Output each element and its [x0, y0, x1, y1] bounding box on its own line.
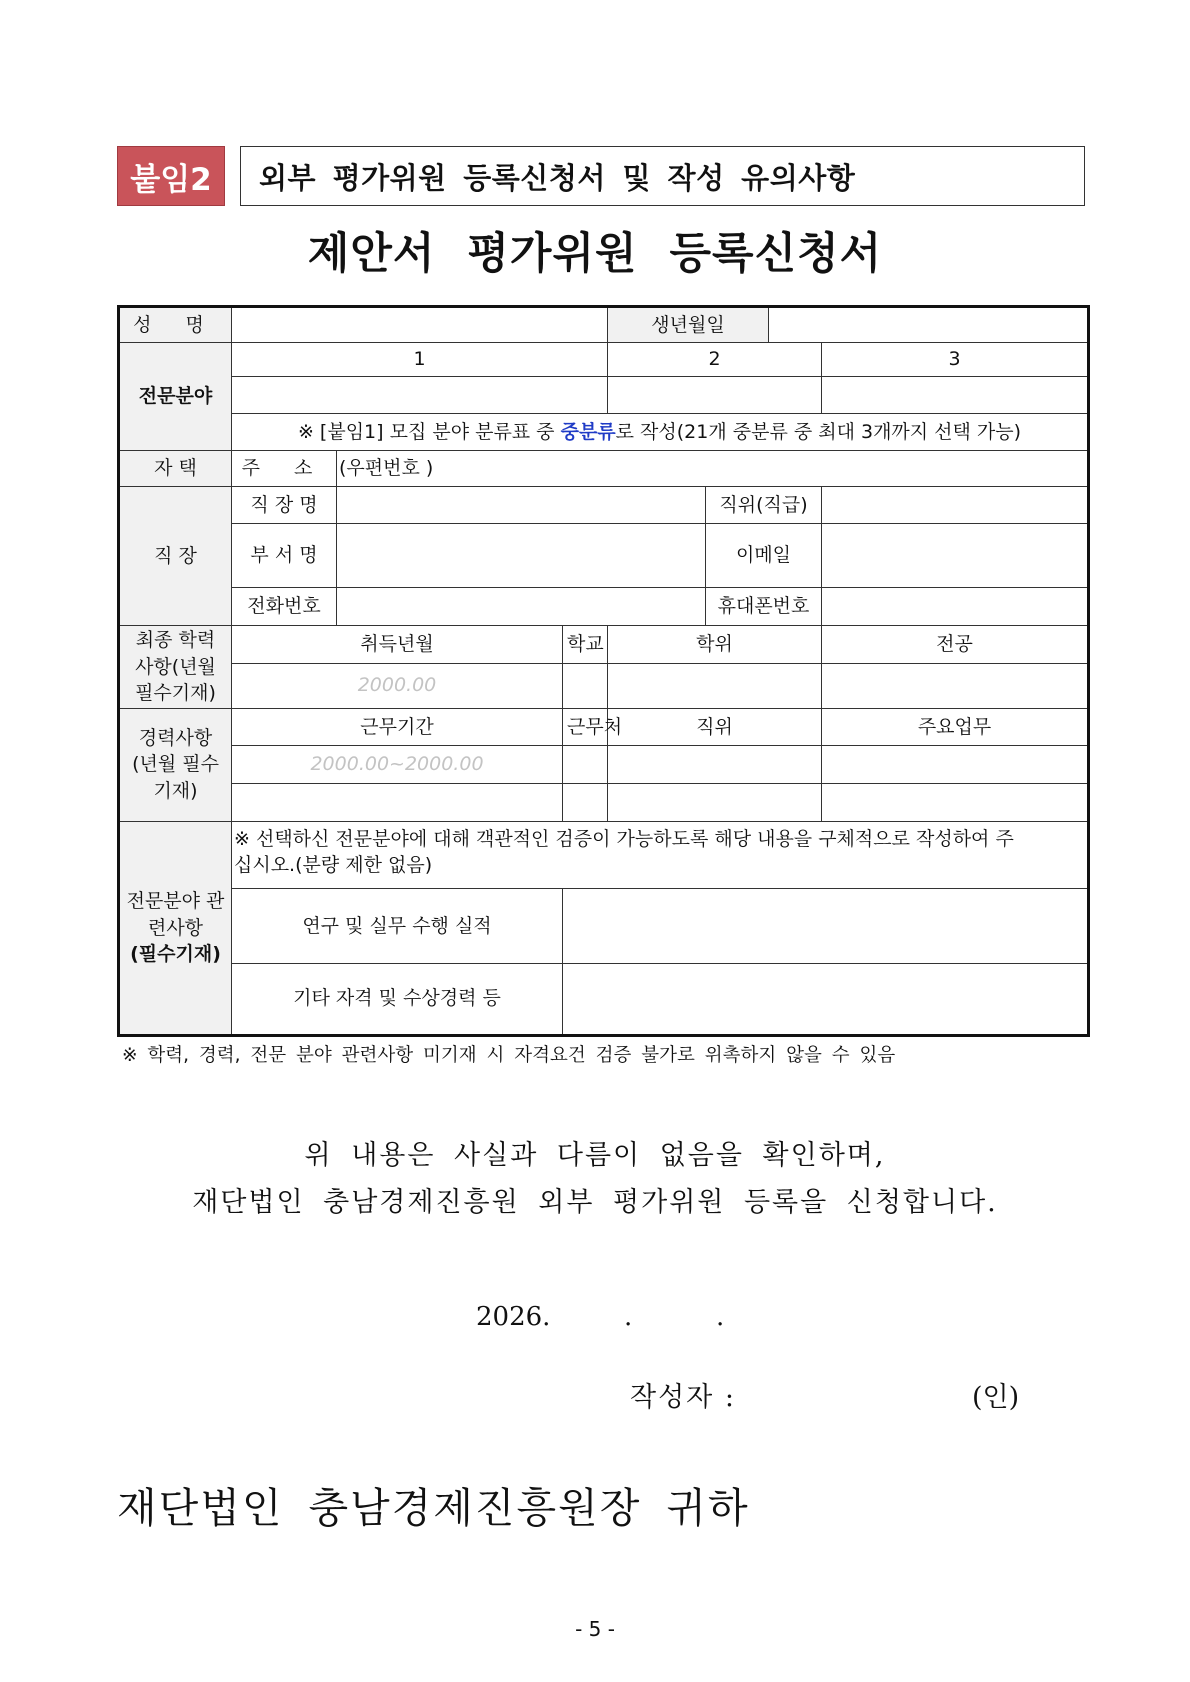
home-row	[119, 450, 1089, 487]
career-duties-input[interactable]	[822, 746, 1089, 784]
career-period-input[interactable]: 2000.00~2000.00	[232, 746, 563, 784]
edu-major-input[interactable]	[822, 663, 1089, 708]
awards-row	[119, 963, 1089, 1035]
career-label: 경력사항 (년월 필수기재)	[119, 708, 232, 821]
field-col-3: 3	[822, 342, 1089, 377]
mobile-input[interactable]	[822, 588, 1089, 626]
position-grade-input[interactable]	[822, 487, 1089, 524]
birth-label: 생년월일	[608, 307, 769, 343]
address-label: 주 소	[232, 450, 337, 487]
edu-col-major: 전공	[822, 626, 1089, 664]
career-col-period: 근무기간	[232, 708, 563, 746]
birth-input[interactable]	[769, 307, 1089, 343]
edu-col-date: 취득년월	[232, 626, 563, 664]
name-input[interactable]	[232, 307, 608, 343]
name-label: 성 명	[119, 307, 232, 343]
career-input-row-1	[119, 746, 1089, 784]
confirmation-line-2: 재단법인 충남경제진흥원 외부 평가위원 등록을 신청합니다.	[192, 1187, 998, 1218]
date-separator-month: .	[624, 1302, 633, 1332]
career-workplace-input[interactable]	[563, 746, 608, 784]
education-input-row	[119, 663, 1089, 708]
related-required: (필수기재)	[130, 943, 221, 966]
edu-col-degree: 학위	[608, 626, 822, 664]
document-title: 제안서 평가위원 등록신청서	[307, 229, 883, 279]
career-duties-input-2[interactable]	[822, 784, 1089, 822]
phone-input[interactable]	[337, 588, 706, 626]
awards-input[interactable]	[563, 963, 1089, 1035]
awards-label: 기타 자격 및 수상경력 등	[232, 963, 563, 1035]
name-row	[119, 307, 1089, 343]
research-label: 연구 및 실무 수행 실적	[232, 889, 563, 963]
phone-label: 전화번호	[232, 588, 337, 626]
edu-school-input[interactable]	[563, 663, 608, 708]
page-number: - 5 -	[575, 1617, 615, 1641]
career-col-workplace: 근무처	[563, 708, 608, 746]
edu-degree-input[interactable]	[608, 663, 822, 708]
field-input-3[interactable]	[822, 377, 1089, 414]
field-note: ※ [붙임1] 모집 분야 분류표 중 중분류로 작성(21개 중분류 중 최대 3개까지 선택 가능)	[232, 414, 1089, 451]
related-label: 전문분야 관련사항 (필수기재)	[119, 821, 232, 1035]
author-label: 작성자 :	[630, 1382, 736, 1413]
position-grade-label: 직위(직급)	[706, 487, 822, 524]
edu-date-input[interactable]: 2000.00	[232, 663, 563, 708]
department-input[interactable]	[337, 524, 706, 588]
phone-row	[119, 588, 1089, 626]
email-input[interactable]	[822, 524, 1089, 588]
field-label: 전문분야	[119, 342, 232, 450]
education-header-row	[119, 626, 1089, 664]
workplace-name-label: 직 장 명	[232, 487, 337, 524]
career-position-input[interactable]	[608, 746, 822, 784]
career-col-duties: 주요업무	[822, 708, 1089, 746]
field-header-row	[119, 342, 1089, 377]
research-input[interactable]	[563, 889, 1089, 963]
department-row	[119, 524, 1089, 588]
workplace-name-input[interactable]	[337, 487, 706, 524]
edu-col-school: 학교	[563, 626, 608, 664]
date-separator-day: .	[716, 1302, 725, 1332]
research-row	[119, 889, 1089, 963]
addressee: 재단법인 충남경제진흥원장 귀하	[117, 1484, 750, 1532]
career-header-row	[119, 708, 1089, 746]
department-label: 부 서 명	[232, 524, 337, 588]
field-input-row	[119, 377, 1089, 414]
workplace-row	[119, 487, 1089, 524]
career-position-input-2[interactable]	[608, 784, 822, 822]
field-input-2[interactable]	[608, 377, 822, 414]
field-note-row	[119, 414, 1089, 451]
field-col-2: 2	[608, 342, 822, 377]
education-label: 최종 학력 사항(년월 필수기재)	[119, 626, 232, 709]
field-input-1[interactable]	[232, 377, 608, 414]
field-note-emphasis: 중분류	[560, 420, 616, 443]
career-col-position: 직위	[608, 708, 822, 746]
date-year: 2026.	[476, 1302, 551, 1332]
career-period-input-2[interactable]	[232, 784, 563, 822]
form-footnote: ※ 학력, 경력, 전문 분야 관련사항 미기재 시 자격요건 검증 불가로 위촉하지 않을 수 있음	[122, 1045, 896, 1066]
home-label: 자 택	[119, 450, 232, 487]
related-note-row	[119, 821, 1089, 888]
email-label: 이메일	[706, 524, 822, 588]
career-workplace-input-2[interactable]	[563, 784, 608, 822]
career-input-row-2	[119, 784, 1089, 822]
registration-form-table	[117, 305, 1090, 1037]
seal-mark: (인)	[972, 1382, 1020, 1413]
mobile-label: 휴대폰번호	[706, 588, 822, 626]
attachment-badge: 붙임2	[117, 146, 225, 206]
header-title: 외부 평가위원 등록신청서 및 작성 유의사항	[240, 146, 1085, 206]
confirmation-line-1: 위 내용은 사실과 다름이 없음을 확인하며,	[304, 1140, 886, 1171]
work-label: 직 장	[119, 487, 232, 626]
field-col-1: 1	[232, 342, 608, 377]
address-input[interactable]: (우편번호 )	[337, 450, 1089, 487]
related-note: ※ 선택하신 전문분야에 대해 객관적인 검증이 가능하도록 해당 내용을 구체적으로 작성하여 주십시오.(분량 제한 없음)	[232, 821, 1089, 888]
